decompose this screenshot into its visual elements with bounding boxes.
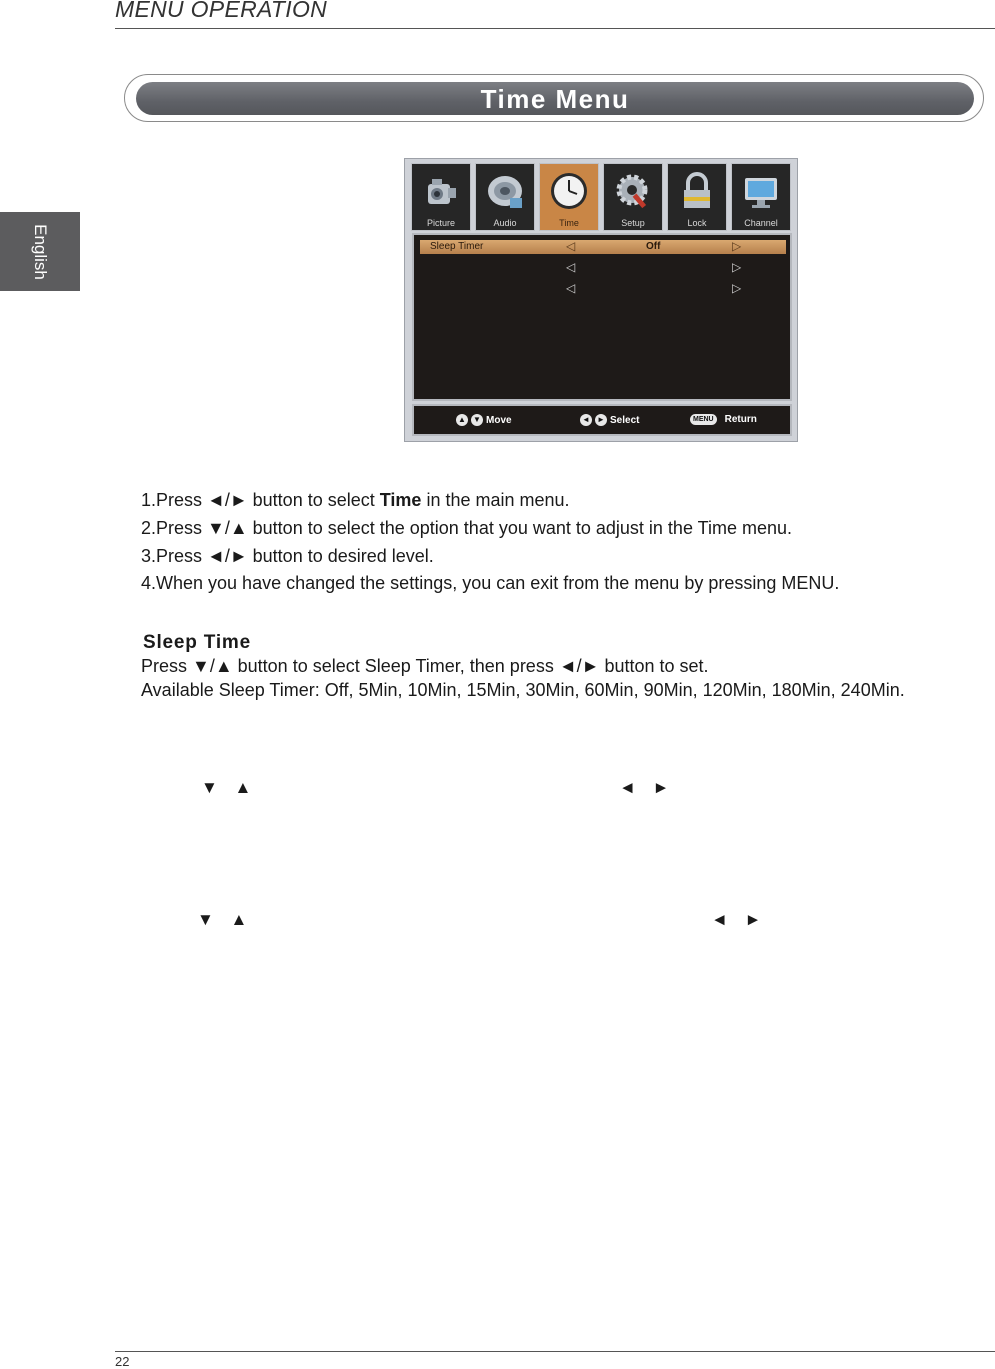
instruction-step-3: 3.Press ◄/► button to desired level. (141, 546, 434, 566)
instruction-step-1-tail: in the main menu. (421, 490, 570, 510)
left-right-arrows-icon: ◄ ► (711, 910, 768, 929)
page-header-title: MENU OPERATION (115, 0, 328, 22)
sleep-time-heading: Sleep Time (143, 632, 251, 653)
tab-channel (731, 163, 791, 231)
section-banner-title: Time Menu (136, 82, 974, 115)
gear-icon (612, 170, 654, 212)
lock-icon (676, 170, 718, 212)
tab-time (539, 163, 599, 231)
down-up-arrows-icon: ▼ ▲ (201, 778, 258, 797)
instruction-step-2: 2.Press ▼/▲ button to select the option that you want to adjust in the Time menu. (141, 518, 792, 538)
left-arrow-icon: ◄ (580, 414, 592, 426)
sleep-time-options: Available Sleep Timer: Off, 5Min, 10Min, 15Min, 30Min, 60Min, 90Min, 120Min, 180Min, 240Min. (141, 680, 905, 700)
tab-picture-label: Picture (426, 218, 455, 228)
right-arrow-icon: ▷ (732, 281, 742, 295)
tab-setup (603, 163, 663, 231)
tab-setup-label: Setup (621, 218, 645, 228)
tab-time-label: Time (559, 218, 579, 228)
left-arrow-icon: ◁ (566, 281, 576, 295)
clock-icon (548, 170, 590, 212)
left-arrow-icon: ◁ (566, 260, 576, 274)
language-tab (0, 212, 80, 291)
sleep-time-description: Press ▼/▲ button to select Sleep Timer, then press ◄/► button to set. (141, 656, 709, 676)
footer-select (580, 414, 639, 426)
menu-row-value: Off (646, 241, 661, 252)
left-arrow-icon: ◁ (566, 239, 576, 253)
tab-audio (475, 163, 535, 231)
menu-row-label: Sleep Timer (430, 241, 484, 252)
page-number: 22 (115, 1354, 130, 1369)
camera-icon (420, 170, 462, 212)
left-right-arrows-icon: ◄ ► (619, 778, 676, 797)
footer-rule (115, 1351, 995, 1352)
monitor-icon (740, 170, 782, 212)
tv-menu-panel (412, 233, 792, 401)
menu-row-sleep-timer (420, 240, 786, 254)
instruction-step-4: 4.When you have changed the settings, you can exit from the menu by pressing MENU. (141, 573, 840, 593)
menu-row (420, 282, 786, 296)
tv-menu-tabs (409, 163, 793, 232)
tab-lock (667, 163, 727, 231)
instruction-step-1 (141, 490, 570, 511)
down-up-arrows-icon: ▼ ▲ (197, 910, 254, 929)
tab-channel-label: Channel (744, 218, 778, 228)
footer-return-label: Return (724, 414, 757, 425)
right-arrow-icon: ▷ (732, 260, 742, 274)
tab-lock-label: Lock (687, 218, 707, 228)
down-arrow-icon: ▼ (471, 414, 483, 426)
header-rule (115, 28, 995, 29)
right-arrow-icon: ▷ (732, 239, 742, 253)
instruction-step-1-bold: Time (379, 490, 422, 510)
tv-menu-footer (412, 404, 792, 436)
speaker-icon (484, 170, 526, 212)
tab-picture (411, 163, 471, 231)
right-arrow-icon: ► (595, 414, 607, 426)
language-label: English (31, 224, 50, 280)
footer-move-label: Move (486, 414, 512, 426)
tab-audio-label: Audio (493, 218, 517, 228)
instruction-step-1-text: 1.Press ◄/► button to select (141, 490, 380, 510)
up-arrow-icon: ▲ (456, 414, 468, 426)
footer-return (690, 414, 757, 425)
footer-move (456, 414, 512, 426)
footer-select-label: Select (610, 414, 640, 426)
menu-row (420, 261, 786, 275)
menu-key-icon: MENU (690, 414, 717, 425)
